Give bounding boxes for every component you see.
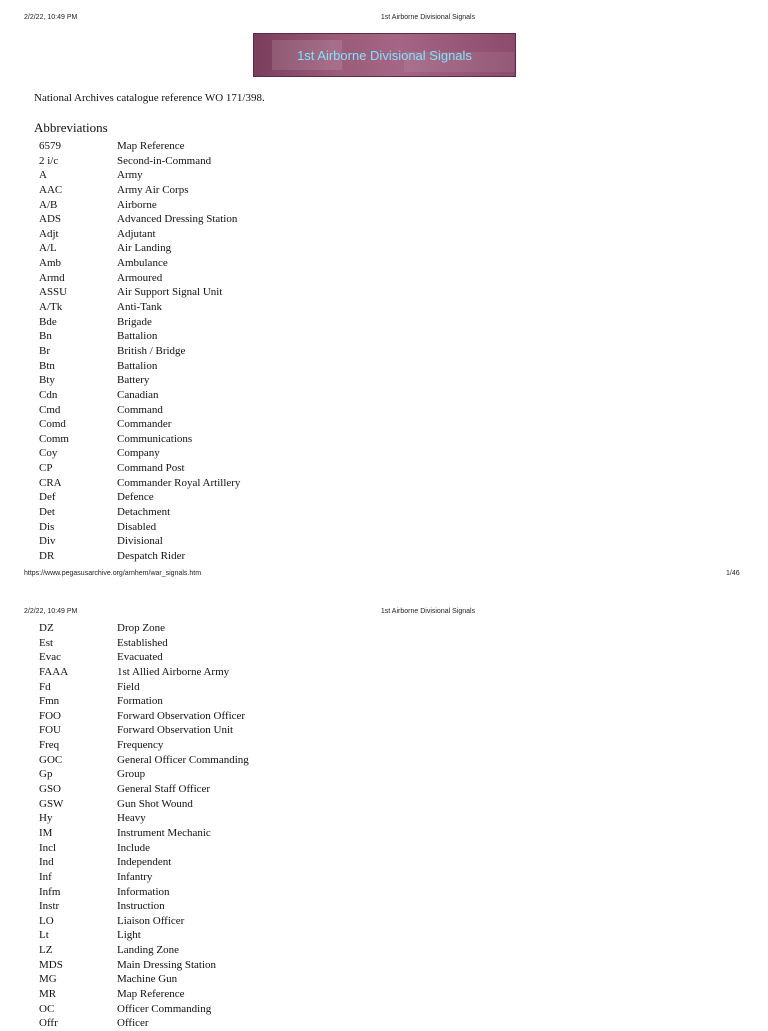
abbreviation-meaning: Armoured xyxy=(117,271,163,284)
abbreviation-meaning: Battery xyxy=(117,374,150,387)
abbreviation-meaning: Commander xyxy=(117,418,172,431)
abbreviation-meaning: Liaison Officer xyxy=(117,914,185,927)
abbreviation-meaning: General Officer Commanding xyxy=(117,753,249,766)
abbreviation-meaning: Landing Zone xyxy=(117,944,180,957)
abbreviation: MR xyxy=(39,988,57,1001)
print-datetime: 2/2/22, 10:49 PM xyxy=(24,14,78,21)
abbreviation-meaning: Defence xyxy=(117,491,154,504)
abbreviation: Ind xyxy=(39,856,54,869)
abbreviation: Fd xyxy=(39,680,51,693)
abbreviation: Comd xyxy=(39,418,66,431)
abbreviation-meaning: Forward Observation Unit xyxy=(117,724,234,737)
abbreviation: A/L xyxy=(39,242,57,255)
abbreviation: Def xyxy=(39,491,56,504)
abbreviation: Adjt xyxy=(39,227,59,240)
abbreviation-meaning: Evacuated xyxy=(117,651,163,664)
abbreviation: A xyxy=(39,169,47,182)
print-datetime: 2/2/22, 10:49 PM xyxy=(24,608,78,615)
abbreviation-meaning: Second-in-Command xyxy=(117,154,212,167)
abbreviation-meaning: Company xyxy=(117,447,160,460)
abbreviation-meaning: Officer Commanding xyxy=(117,1002,212,1015)
abbreviation-meaning: Heavy xyxy=(117,812,146,825)
abbreviation-meaning: Officer xyxy=(117,1017,149,1030)
abbreviation: Bde xyxy=(39,315,57,328)
page-url[interactable]: https://www.pegasusarchive.org/arnhem/war_signals.htm xyxy=(24,570,202,577)
abbreviation: Hy xyxy=(39,812,53,825)
abbreviation-meaning: Map Reference xyxy=(117,140,185,152)
abbreviation: Div xyxy=(39,535,56,548)
abbreviation: ASSU xyxy=(39,286,68,299)
abbreviation-meaning: Established xyxy=(117,636,168,649)
abbreviation: Bty xyxy=(39,374,55,387)
abbreviation-meaning: Instrument Mechanic xyxy=(117,826,211,839)
abbreviation-meaning: Despatch Rider xyxy=(117,549,186,562)
abbreviation: Det xyxy=(39,506,55,519)
abbreviation-meaning: Communications xyxy=(117,432,193,445)
abbreviation: Cmd xyxy=(39,403,61,416)
abbreviation: AAC xyxy=(39,183,63,196)
abbreviation-meaning: Drop Zone xyxy=(117,622,165,634)
abbreviation: Dis xyxy=(39,520,55,533)
abbreviation: MDS xyxy=(39,958,63,971)
abbreviation: 2 i/c xyxy=(39,154,59,167)
abbreviation: FAAA xyxy=(39,665,69,678)
abbreviation: ADS xyxy=(39,213,62,226)
abbreviation-meaning: Battalion xyxy=(117,330,158,343)
abbreviation: Btn xyxy=(39,359,55,372)
abbreviation: A/Tk xyxy=(39,301,63,314)
abbreviation: Comm xyxy=(39,432,69,445)
abbreviation: DR xyxy=(39,549,55,562)
abbreviation: Coy xyxy=(39,447,58,460)
abbreviation: Evac xyxy=(39,651,61,664)
abbreviation-meaning: 1st Allied Airborne Army xyxy=(117,665,230,678)
abbreviation-meaning: General Staff Officer xyxy=(117,783,211,796)
abbreviation-meaning: Command Post xyxy=(117,462,185,475)
abbreviation-meaning: Air Support Signal Unit xyxy=(117,286,223,299)
abbreviation-meaning: Anti-Tank xyxy=(117,301,163,314)
abbreviation-meaning: Main Dressing Station xyxy=(117,958,216,971)
abbreviation: CRA xyxy=(39,476,62,489)
abbreviation: Est xyxy=(39,636,54,649)
abbreviation: Lt xyxy=(39,929,49,942)
banner-title: 1st Airborne Divisional Signals xyxy=(297,48,472,63)
abbreviation: Freq xyxy=(39,739,60,752)
abbreviation: IM xyxy=(39,826,53,839)
abbreviation-meaning: Instruction xyxy=(117,900,165,913)
abbreviation-meaning: Group xyxy=(117,768,146,781)
abbreviation: Incl xyxy=(39,841,57,854)
archive-reference: National Archives catalogue reference WO 171/398. xyxy=(34,92,265,104)
abbreviation: GSW xyxy=(39,797,64,810)
abbreviation-meaning: Air Landing xyxy=(117,242,172,255)
abbreviation: Gp xyxy=(39,768,53,781)
abbreviation: Armd xyxy=(39,271,65,284)
abbreviation: LZ xyxy=(39,944,53,957)
abbreviation: Offr xyxy=(39,1017,58,1030)
abbreviation-meaning: Ambulance xyxy=(117,257,168,270)
abbreviation-meaning: Canadian xyxy=(117,388,159,401)
abbreviation: 6579 xyxy=(39,140,61,152)
abbreviation-meaning: Army Air Corps xyxy=(117,183,189,196)
abbreviation-meaning: Field xyxy=(117,680,140,693)
abbreviation: A/B xyxy=(39,198,58,211)
site-banner-image xyxy=(253,33,516,77)
abbreviation: OC xyxy=(39,1002,55,1015)
abbreviation-meaning: Army xyxy=(117,169,143,182)
abbreviation-meaning: Machine Gun xyxy=(117,973,178,986)
abbreviation: MG xyxy=(39,973,57,986)
abbreviation-meaning: Gun Shot Wound xyxy=(117,797,193,810)
abbreviation: Bn xyxy=(39,330,52,343)
abbreviation: Fmn xyxy=(39,695,60,708)
abbreviation: Infm xyxy=(39,885,61,898)
abbreviation-meaning: Light xyxy=(117,929,141,942)
abbreviation-meaning: Airborne xyxy=(117,198,157,211)
abbreviation-meaning: Advanced Dressing Station xyxy=(117,213,238,226)
abbreviation-meaning: Include xyxy=(117,841,150,854)
abbreviation: FOU xyxy=(39,724,62,737)
abbreviation: Br xyxy=(39,344,50,357)
abbreviation: Instr xyxy=(39,900,60,913)
abbreviation-meaning: Adjutant xyxy=(117,227,156,240)
abbreviation-meaning: Independent xyxy=(117,856,172,869)
page-number: 1/46 xyxy=(726,570,740,577)
abbreviation: DZ xyxy=(39,622,54,634)
abbreviation-meaning: British / Bridge xyxy=(117,344,186,357)
abbreviation: Cdn xyxy=(39,388,58,401)
abbreviation: FOO xyxy=(39,709,62,722)
abbreviation: GSO xyxy=(39,783,62,796)
abbreviation: CP xyxy=(39,462,53,475)
abbreviation-meaning: Frequency xyxy=(117,739,164,752)
abbreviation-meaning: Divisional xyxy=(117,535,163,548)
abbreviation-meaning: Brigade xyxy=(117,315,152,328)
abbreviation-meaning: Map Reference xyxy=(117,988,185,1001)
abbreviation-meaning: Infantry xyxy=(117,870,153,883)
abbreviation: Inf xyxy=(39,870,52,883)
abbreviation: LO xyxy=(39,914,54,927)
abbreviation: Amb xyxy=(39,257,61,270)
abbreviation-meaning: Commander Royal Artillery xyxy=(117,476,241,489)
abbreviation-meaning: Forward Observation Officer xyxy=(117,709,246,722)
abbreviation: GOC xyxy=(39,753,63,766)
section-heading: Abbreviations xyxy=(34,120,108,135)
abbreviation-meaning: Detachment xyxy=(117,506,171,519)
abbreviation-meaning: Disabled xyxy=(117,520,157,533)
abbreviation-meaning: Information xyxy=(117,885,170,898)
abbreviation-meaning: Formation xyxy=(117,695,163,708)
abbreviation-meaning: Command xyxy=(117,403,163,416)
abbreviation-meaning: Battalion xyxy=(117,359,158,372)
print-page-title: 1st Airborne Divisional Signals xyxy=(380,14,476,21)
print-page-title: 1st Airborne Divisional Signals xyxy=(380,608,476,615)
